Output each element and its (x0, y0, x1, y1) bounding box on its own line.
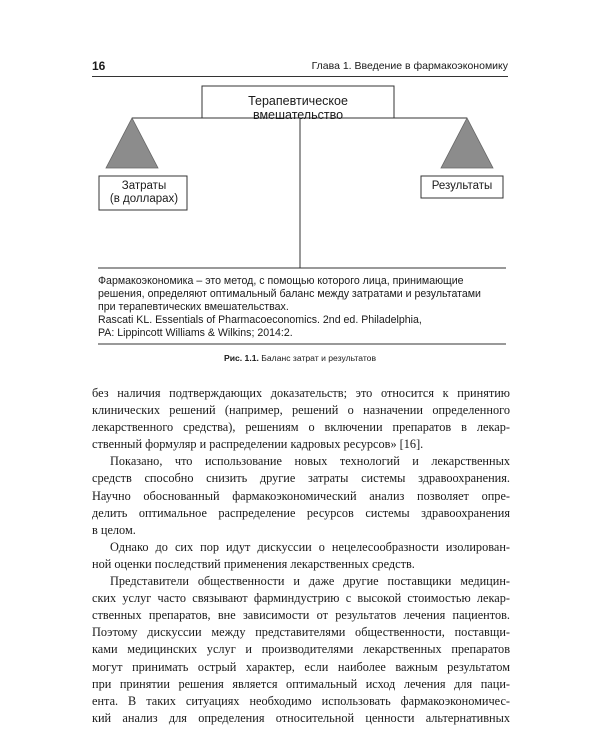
body-line: кий анализ для определения относительной ценности альтернативных (92, 710, 510, 725)
body-line: при принятии решения является оптимальный исход лечения для паци- (92, 676, 510, 691)
note-line: решения, определяют оптимальный баланс между затратами и результатами (98, 288, 481, 300)
running-head: Глава 1. Введение в фармакоэкономику (311, 60, 508, 72)
body-line: Однако до сих пор идут дискуссии о нецелесообразности изолирован- (110, 539, 510, 554)
figure-note (98, 275, 508, 340)
body-line: Показано, что использование новых технологий и лекарственных (110, 454, 510, 469)
body-line: ских услуг часто связывают фарминдустрию с высокой стоимостью лекар- (92, 591, 510, 606)
body-line: ками медицинских услуг и производителями лекарственных препаратов (92, 642, 510, 657)
right-box-label: Результаты (431, 180, 493, 192)
body-line: ной оценки последствий применения лекарственных средств. (92, 556, 415, 571)
note-line: Фармакоэкономика – это метод, с помощью которого лица, принимающие (98, 275, 464, 287)
caption-text: Баланс затрат и результатов (261, 353, 377, 363)
left-box-line-1: Затраты (121, 180, 167, 192)
figure-caption (0, 353, 600, 363)
header-rule (92, 76, 508, 77)
left-triangle (106, 118, 158, 168)
left-box-label (98, 180, 190, 206)
body-line: клинических решений (например, решений о назначении определенного (92, 403, 510, 418)
body-line: ента. В таких ситуациях необходимо использовать фармакоэкономичес- (92, 693, 510, 708)
right-triangle (441, 118, 493, 168)
body-line: средств способно снизить другие затраты системы здравоохранения. (92, 471, 510, 486)
body-text (92, 385, 510, 727)
page-header (92, 59, 508, 79)
body-line: ственный формуляр и распределении кадровых ресурсов» [16]. (92, 437, 424, 452)
body-line: лекарственного средства), решениям о включении препаратов в лекар- (92, 420, 510, 435)
body-line: делить оптимальное распределение ресурсов системы здравоохранения (92, 505, 510, 520)
body-line: без наличия подтверждающих доказательств; это относится к принятию (92, 386, 510, 400)
page-number: 16 (92, 59, 106, 73)
left-box-line-2: (в долларах) (109, 193, 179, 205)
body-line: в целом. (92, 522, 136, 537)
body-line: ственных препаратов, вне зависимости от результатов лечения пациентов. (92, 608, 510, 623)
note-line: Rascati KL. Essentials of Pharmacoeconomics. 2nd ed. Philadelphia, (98, 314, 422, 326)
note-line: при терапевтических вмешательствах. (98, 301, 289, 313)
body-line: могут принимать острый характер, если наиболее важным результатом (92, 659, 510, 674)
balance-figure (92, 82, 510, 365)
body-line: Научно обоснованный фармакоэкономический анализ позволяет опре- (92, 488, 510, 503)
body-line: Поэтому дискуссии между представителями общественности, поставщи- (92, 625, 510, 640)
caption-label: Рис. 1.1. (223, 353, 259, 363)
note-line: PA: Lippincott Williams & Wilkins; 2014:2. (98, 327, 293, 339)
top-box-label: Терапевтическое вмешательство (248, 94, 348, 122)
body-line: Представители общественности и даже другие поставщики медицин- (110, 574, 510, 589)
